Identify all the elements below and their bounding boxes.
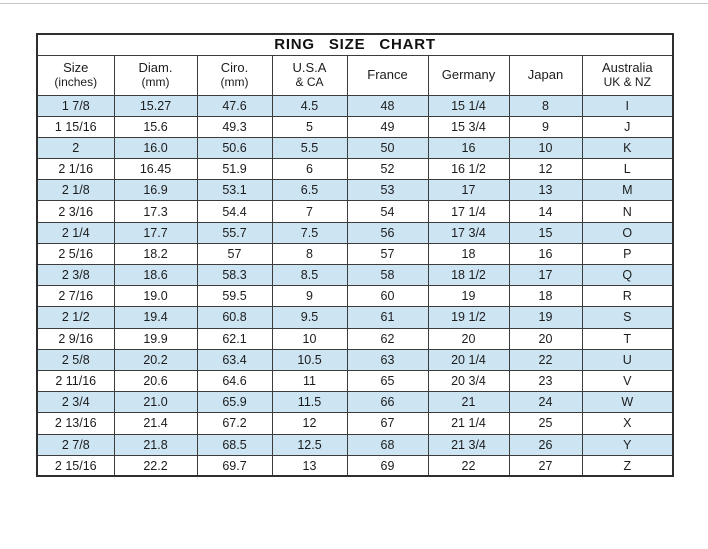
table-cell: 17: [428, 180, 509, 201]
table-cell: 22: [509, 349, 582, 370]
table-cell: 9: [509, 116, 582, 137]
table-cell: 10: [509, 137, 582, 158]
table-row: [37, 95, 673, 116]
table-cell: 6.5: [272, 180, 347, 201]
table-cell: 15.6: [114, 116, 197, 137]
scan-edge-line: [0, 3, 708, 4]
table-cell: 54: [347, 201, 428, 222]
ring-size-chart-table: [36, 33, 674, 477]
column-header-sublabel: & CA: [295, 74, 324, 89]
table-cell: 2 5/8: [37, 349, 114, 370]
table-cell: 69.7: [197, 455, 272, 476]
table-cell: 27: [509, 455, 582, 476]
table-row: [37, 455, 673, 476]
title-row: [37, 34, 673, 55]
table-cell: 24: [509, 392, 582, 413]
table-cell: 2 1/8: [37, 180, 114, 201]
table-cell: 2 7/8: [37, 434, 114, 455]
table-cell: 2 1/16: [37, 159, 114, 180]
table-cell: 20: [428, 328, 509, 349]
column-header-usa-ca: [272, 55, 347, 95]
table-cell: 17 3/4: [428, 222, 509, 243]
table-cell: 67: [347, 413, 428, 434]
table-cell: 12: [509, 159, 582, 180]
table-cell: L: [582, 159, 673, 180]
table-cell: K: [582, 137, 673, 158]
table-cell: 62.1: [197, 328, 272, 349]
table-cell: 14: [509, 201, 582, 222]
table-cell: 2 9/16: [37, 328, 114, 349]
table-cell: 17.7: [114, 222, 197, 243]
table-cell: 50.6: [197, 137, 272, 158]
table-cell: 25: [509, 413, 582, 434]
table-cell: 22: [428, 455, 509, 476]
table-cell: 68: [347, 434, 428, 455]
table-cell: 7.5: [272, 222, 347, 243]
table-cell: Y: [582, 434, 673, 455]
table-cell: R: [582, 286, 673, 307]
table-cell: 15: [509, 222, 582, 243]
table-cell: 1 7/8: [37, 95, 114, 116]
table-cell: 11.5: [272, 392, 347, 413]
table-row: [37, 307, 673, 328]
table-cell: S: [582, 307, 673, 328]
column-header-circumference-mm: [197, 55, 272, 95]
table-cell: 59.5: [197, 286, 272, 307]
table-row: [37, 159, 673, 180]
table-cell: 61: [347, 307, 428, 328]
column-header-label: U.S.A: [292, 60, 327, 75]
table-cell: J: [582, 116, 673, 137]
table-cell: 16.9: [114, 180, 197, 201]
table-cell: 23: [509, 370, 582, 391]
column-header-sublabel: UK & NZ: [603, 74, 651, 89]
table-cell: 17 1/4: [428, 201, 509, 222]
table-cell: 21.8: [114, 434, 197, 455]
table-cell: 5.5: [272, 137, 347, 158]
column-header-size-inches: [37, 55, 114, 95]
table-cell: 49: [347, 116, 428, 137]
table-row: [37, 328, 673, 349]
table-cell: 9: [272, 286, 347, 307]
table-row: [37, 392, 673, 413]
table-cell: 2 3/8: [37, 265, 114, 286]
table-cell: 63.4: [197, 349, 272, 370]
table-cell: N: [582, 201, 673, 222]
column-header-row: [37, 55, 673, 95]
table-cell: 8: [509, 95, 582, 116]
table-cell: 5: [272, 116, 347, 137]
table-cell: 13: [272, 455, 347, 476]
column-header-japan: [509, 55, 582, 95]
table-cell: 48: [347, 95, 428, 116]
table-cell: P: [582, 243, 673, 264]
table-cell: 2 13/16: [37, 413, 114, 434]
table-cell: X: [582, 413, 673, 434]
size-table-body: [37, 95, 673, 476]
table-cell: 2 1/4: [37, 222, 114, 243]
table-cell: 4.5: [272, 95, 347, 116]
table-cell: 21: [428, 392, 509, 413]
table-row: [37, 243, 673, 264]
table-cell: 49.3: [197, 116, 272, 137]
column-header-sublabel: (inches): [54, 74, 98, 89]
table-cell: 15.27: [114, 95, 197, 116]
table-cell: 17: [509, 265, 582, 286]
table-row: [37, 286, 673, 307]
table-cell: Q: [582, 265, 673, 286]
table-cell: 50: [347, 137, 428, 158]
column-header-sublabel: (mm): [220, 74, 249, 89]
table-cell: 12.5: [272, 434, 347, 455]
table-row: [37, 370, 673, 391]
table-cell: 21.4: [114, 413, 197, 434]
table-cell: 21 1/4: [428, 413, 509, 434]
table-cell: 8.5: [272, 265, 347, 286]
table-cell: 2 7/16: [37, 286, 114, 307]
table-cell: 18: [509, 286, 582, 307]
table-cell: 18 1/2: [428, 265, 509, 286]
table-cell: 2 11/16: [37, 370, 114, 391]
table-cell: 65: [347, 370, 428, 391]
table-cell: 58: [347, 265, 428, 286]
table-cell: 19 1/2: [428, 307, 509, 328]
column-header-label: France: [367, 66, 408, 82]
table-cell: 16: [509, 243, 582, 264]
table-cell: 7: [272, 201, 347, 222]
table-cell: 20.6: [114, 370, 197, 391]
table-cell: M: [582, 180, 673, 201]
table-cell: 15 1/4: [428, 95, 509, 116]
table-cell: 15 3/4: [428, 116, 509, 137]
table-cell: 21 3/4: [428, 434, 509, 455]
table-cell: 22.2: [114, 455, 197, 476]
table-row: [37, 434, 673, 455]
table-row: [37, 180, 673, 201]
table-cell: T: [582, 328, 673, 349]
table-cell: 10.5: [272, 349, 347, 370]
table-cell: 63: [347, 349, 428, 370]
table-cell: Z: [582, 455, 673, 476]
table-cell: 51.9: [197, 159, 272, 180]
chart-title: RING SIZE CHART: [37, 34, 673, 55]
table-cell: 55.7: [197, 222, 272, 243]
table-cell: 20: [509, 328, 582, 349]
table-cell: 66: [347, 392, 428, 413]
table-cell: 17.3: [114, 201, 197, 222]
table-cell: 13: [509, 180, 582, 201]
table-cell: 16: [428, 137, 509, 158]
table-cell: 19.9: [114, 328, 197, 349]
column-header-germany: [428, 55, 509, 95]
table-cell: I: [582, 95, 673, 116]
table-cell: 1 15/16: [37, 116, 114, 137]
column-header-label: Size: [63, 60, 89, 75]
table-row: [37, 413, 673, 434]
table-cell: 12: [272, 413, 347, 434]
table-cell: 19: [428, 286, 509, 307]
table-cell: 58.3: [197, 265, 272, 286]
table-cell: 18.2: [114, 243, 197, 264]
table-row: [37, 349, 673, 370]
column-header-diameter-mm: [114, 55, 197, 95]
table-cell: 19.0: [114, 286, 197, 307]
table-cell: 62: [347, 328, 428, 349]
table-cell: 2: [37, 137, 114, 158]
table-cell: 65.9: [197, 392, 272, 413]
table-cell: 2 5/16: [37, 243, 114, 264]
table-cell: 6: [272, 159, 347, 180]
table-cell: 2 1/2: [37, 307, 114, 328]
table-row: [37, 137, 673, 158]
table-cell: 57: [197, 243, 272, 264]
table-row: [37, 265, 673, 286]
table-cell: V: [582, 370, 673, 391]
table-cell: 8: [272, 243, 347, 264]
table-cell: 20 3/4: [428, 370, 509, 391]
table-row: [37, 116, 673, 137]
table-cell: O: [582, 222, 673, 243]
table-cell: 60.8: [197, 307, 272, 328]
table-cell: 20 1/4: [428, 349, 509, 370]
table-cell: U: [582, 349, 673, 370]
table-cell: 2 15/16: [37, 455, 114, 476]
table-cell: 26: [509, 434, 582, 455]
column-header-australia-uk-nz: [582, 55, 673, 95]
table-cell: 60: [347, 286, 428, 307]
table-cell: 69: [347, 455, 428, 476]
column-header-sublabel: (mm): [141, 74, 170, 89]
column-header-france: [347, 55, 428, 95]
table-cell: 18.6: [114, 265, 197, 286]
table-cell: 16.45: [114, 159, 197, 180]
table-cell: 64.6: [197, 370, 272, 391]
table-cell: 53.1: [197, 180, 272, 201]
table-cell: 56: [347, 222, 428, 243]
table-cell: 19: [509, 307, 582, 328]
table-cell: 68.5: [197, 434, 272, 455]
table-cell: 9.5: [272, 307, 347, 328]
table-cell: 52: [347, 159, 428, 180]
table-cell: 54.4: [197, 201, 272, 222]
table-cell: 21.0: [114, 392, 197, 413]
table-row: [37, 201, 673, 222]
table-cell: 19.4: [114, 307, 197, 328]
table-cell: 16.0: [114, 137, 197, 158]
table-cell: 47.6: [197, 95, 272, 116]
table-cell: 2 3/4: [37, 392, 114, 413]
column-header-label: Australia: [601, 60, 653, 75]
table-cell: 57: [347, 243, 428, 264]
column-header-label: Ciro.: [220, 60, 249, 75]
table-cell: 67.2: [197, 413, 272, 434]
table-cell: 20.2: [114, 349, 197, 370]
column-header-label: Diam.: [138, 60, 173, 75]
column-header-label: Japan: [527, 66, 564, 82]
table-cell: 10: [272, 328, 347, 349]
table-row: [37, 222, 673, 243]
column-header-label: Germany: [441, 66, 496, 82]
table-cell: W: [582, 392, 673, 413]
table-cell: 2 3/16: [37, 201, 114, 222]
table-cell: 18: [428, 243, 509, 264]
table-cell: 11: [272, 370, 347, 391]
table-cell: 16 1/2: [428, 159, 509, 180]
table-cell: 53: [347, 180, 428, 201]
